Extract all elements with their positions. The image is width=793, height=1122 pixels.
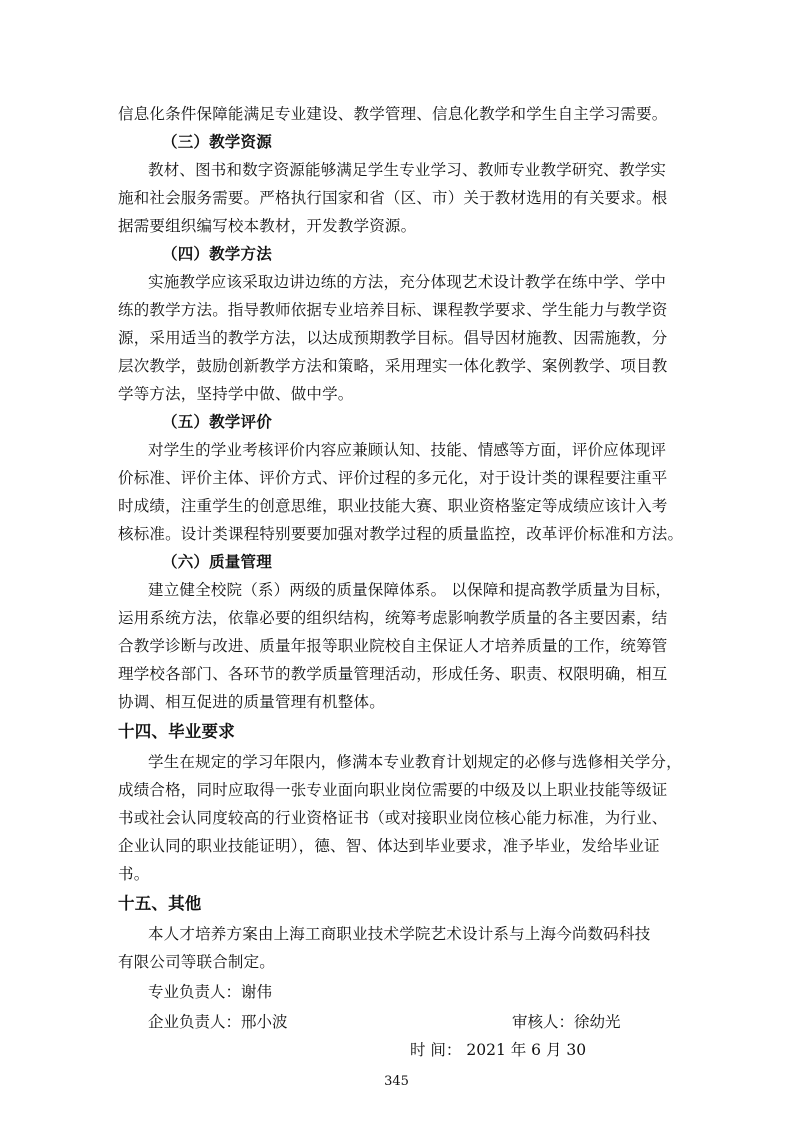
text-line: 核标准。设计类课程特别要要加强对教学过程的质量监控，改革评价标准和方法。 [118,525,684,543]
section-heading: 十五、其他 [118,894,202,913]
text-line: 成绩合格，同时应取得一张专业面向职业岗位需要的中级及以上职业技能等级证 [118,781,668,799]
text-line: 学生在规定的学习年限内，修满本专业教育计划规定的必修与选修相关学分， [148,753,682,771]
text-line: 对学生的学业考核评价内容应兼顾认知、技能、情感等方面，评价应体现评 [148,441,667,459]
text-line: 实施教学应该采取边讲边练的方法，充分体现艺术设计教学在练中学、学中 [148,273,667,291]
text-line: 时成绩，注重学生的创意思维，职业技能大赛、职业资格鉴定等成绩应该计入考 [118,497,668,515]
text-line: 本人才培养方案由上海工商职业技术学院艺术设计系与上海今尚数码科技 [148,925,651,943]
text-line: 层次教学，鼓励创新教学方法和策略，采用理实一体化教学、案例教学、项目教 [118,357,668,375]
enterprise-lead-signature: 企业负责人：邢小波 [148,1013,288,1031]
text-line: 建立健全校院（系）两级的质量保障体系。 以保障和提高教学质量为目标， [148,581,672,599]
text-line: 企业认同的职业技能证明），德、智、体达到毕业要求，准予毕业，发给毕业证 [118,837,660,855]
text-line: 源，采用适当的教学方法，以达成预期教学目标。倡导因材施教、因需施教，分 [118,329,668,347]
text-line: 练的教学方法。指导教师依据专业培养目标、课程教学要求、学生能力与教学资 [118,301,668,319]
text-line: 信息化条件保障能满足专业建设、教学管理、信息化教学和学生自主学习需要。 [118,105,668,123]
text-line: 书。 [118,865,150,883]
section-heading: 十四、毕业要求 [118,722,235,741]
subsection-heading: （六）质量管理 [162,552,272,571]
date-line: 时 间： 2021 年 6 月 30 [410,1041,587,1059]
text-line: 书或社会认同度较高的行业资格证书（或对接职业岗位核心能力标准，为行业、 [118,809,668,827]
text-line: 价标准、评价主体、评价方式、评价过程的多元化，对于设计类的课程要注重平 [118,469,668,487]
text-line: 协调、相互促进的质量管理有机整体。 [118,693,385,711]
subsection-heading: （三）教学资源 [162,132,272,151]
text-line: 据需要组织编写校本教材，开发教学资源。 [118,217,417,235]
text-line: 运用系统方法，依靠必要的组织结构，统筹考虑影响教学质量的各主要因素，结 [118,609,668,627]
subsection-heading: （五）教学评价 [162,412,272,431]
text-line: 施和社会服务需要。严格执行国家和省（区、市）关于教材选用的有关要求。根 [118,189,668,207]
text-line: 学等方法，坚持学中做、做中学。 [118,385,354,403]
major-lead-signature: 专业负责人：谢伟 [148,983,273,1001]
subsection-heading: （四）教学方法 [162,244,272,263]
reviewer-signature: 审核人：徐幼光 [512,1013,621,1031]
text-line: 合教学诊断与改进、质量年报等职业院校自主保证人才培养质量的工作，统筹管 [118,637,668,655]
text-line: 理学校各部门、各环节的教学质量管理活动，形成任务、职责、权限明确，相互 [118,665,668,683]
text-line: 有限公司等联合制定。 [118,953,276,971]
text-line: 教材、图书和数字资源能够满足学生专业学习、教师专业教学研究、教学实 [148,161,667,179]
page-number: 345 [384,1074,409,1089]
